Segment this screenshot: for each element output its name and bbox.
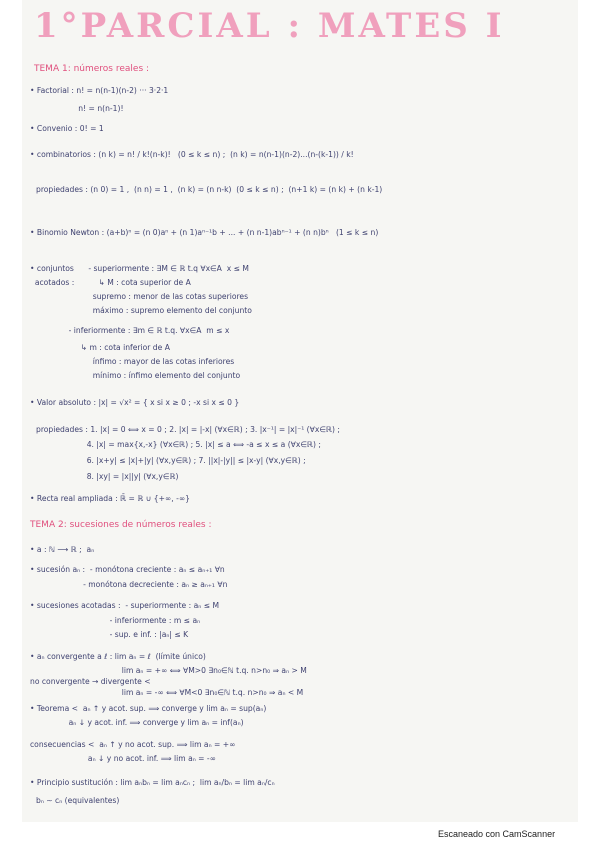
t2-line-7: lim aₙ = +∞ ⟺ ∀M>0 ∃n₀∈ℕ t.q. n>n₀ ⇒ aₙ > M [30, 666, 307, 675]
t1-line-4: propiedades : (n 0) = 1 , (n n) = 1 , (n k) = (n n-k) (0 ≤ k ≤ n) ; (n+1 k) = (n k) + (n k-1) [36, 185, 383, 194]
t1-line-2: • Convenio : 0! = 1 [30, 124, 104, 133]
t2-line-4: - inferiormente : m ≤ aₙ [30, 616, 201, 625]
tema2-header: TEMA 2: sucesiones de números reales : [30, 520, 212, 530]
t1-line-11: ↳ m : cota inferior de A [30, 343, 170, 352]
t1-line-14: • Valor absoluto : |x| = √x² = { x si x ≥ 0 ; -x si x ≤ 0 } [30, 398, 240, 407]
t2-line-8: no convergente → divergente < [30, 677, 151, 686]
t2-line-0: • a : ℕ ⟶ ℝ ; aₙ [30, 545, 95, 554]
notes-page [22, 0, 578, 822]
t1-line-7: acotados : ↳ M : cota superior de A [30, 278, 191, 287]
t2-line-1: • sucesión aₙ : - monótona creciente : aₙ ≤ aₙ₊₁ ∀n [30, 565, 225, 574]
t2-line-12: consecuencias < aₙ ↑ y no acot. sup. ⟹ lim aₙ = +∞ [30, 740, 236, 749]
t1-line-12: ínfimo : mayor de las cotas inferiores [30, 357, 235, 366]
t2-line-10: • Teorema < aₙ ↑ y acot. sup. ⟹ converge y lim aₙ = sup(aₙ) [30, 704, 267, 713]
t2-line-11: aₙ ↓ y acot. inf. ⟹ converge y lim aₙ = inf(aₙ) [30, 718, 244, 727]
t2-line-14: • Principio sustitución : lim aₙbₙ = lim aₙcₙ ; lim aₙ/bₙ = lim aₙ/cₙ [30, 778, 275, 787]
t1-line-6: • conjuntos - superiormente : ∃M ∈ ℝ t.q ∀x∈A x ≤ M [30, 264, 249, 273]
t1-line-18: 8. |xy| = |x||y| (∀x,y∈ℝ) [36, 472, 179, 481]
t2-line-6: • aₙ convergente a ℓ : lim aₙ = ℓ (límite único) [30, 652, 206, 661]
t1-line-5: • Binomio Newton : (a+b)ⁿ = (n 0)aⁿ + (n 1)aⁿ⁻¹b + ... + (n n-1)abⁿ⁻¹ + (n n)bⁿ (1 ≤ k ≤ n) [30, 228, 379, 237]
t1-line-16: 4. |x| = max{x,-x} (∀x∈ℝ) ; 5. |x| ≤ a ⟺ -a ≤ x ≤ a (∀x∈ℝ) ; [36, 440, 321, 449]
scanner-watermark: Escaneado con CamScanner [438, 829, 556, 839]
t2-line-15: bₙ ∼ cₙ (equivalentes) [36, 796, 120, 805]
t2-line-5: - sup. e inf. : |aₙ| ≤ K [30, 630, 189, 639]
t1-line-15: propiedades : 1. |x| = 0 ⟺ x = 0 ; 2. |x| = |-x| (∀x∈ℝ) ; 3. |x⁻¹| = |x|⁻¹ (∀x∈ℝ) ; [36, 425, 340, 434]
t1-line-10: - inferiormente : ∃m ∈ ℝ t.q. ∀x∈A m ≤ x [30, 326, 230, 335]
t1-line-8: supremo : menor de las cotas superiores [30, 292, 249, 301]
t1-line-19: • Recta real ampliada : ℝ̄ = ℝ ∪ {+∞, -∞} [30, 494, 190, 503]
t2-line-3: • sucesiones acotadas : - superiormente : aₙ ≤ M [30, 601, 220, 610]
t1-line-9: máximo : supremo elemento del conjunto [30, 306, 252, 315]
t1-line-1: n! = n(n-1)! [30, 104, 124, 113]
t2-line-13: aₙ ↓ y no acot. inf. ⟹ lim aₙ = -∞ [30, 754, 216, 763]
t1-line-17: 6. |x+y| ≤ |x|+|y| (∀x,y∈ℝ) ; 7. ||x|-|y|| ≤ |x-y| (∀x,y∈ℝ) ; [36, 456, 306, 465]
t2-line-2: - monótona decreciente : aₙ ≥ aₙ₊₁ ∀n [30, 580, 228, 589]
page-title: 1°PARCIAL : MATES I [34, 6, 505, 46]
t1-line-13: mínimo : ínfimo elemento del conjunto [30, 371, 241, 380]
t1-line-0: • Factorial : n! = n(n-1)(n-2) ··· 3·2·1 [30, 86, 169, 95]
tema1-header: TEMA 1: números reales : [34, 64, 150, 74]
t2-line-9: lim aₙ = -∞ ⟺ ∀M<0 ∃n₀∈ℕ t.q. n>n₀ ⇒ aₙ < M [30, 688, 304, 697]
t1-line-3: • combinatorios : (n k) = n! / k!(n-k)! (0 ≤ k ≤ n) ; (n k) = n(n-1)(n-2)...(n-(k-1)) / k! [30, 150, 354, 159]
